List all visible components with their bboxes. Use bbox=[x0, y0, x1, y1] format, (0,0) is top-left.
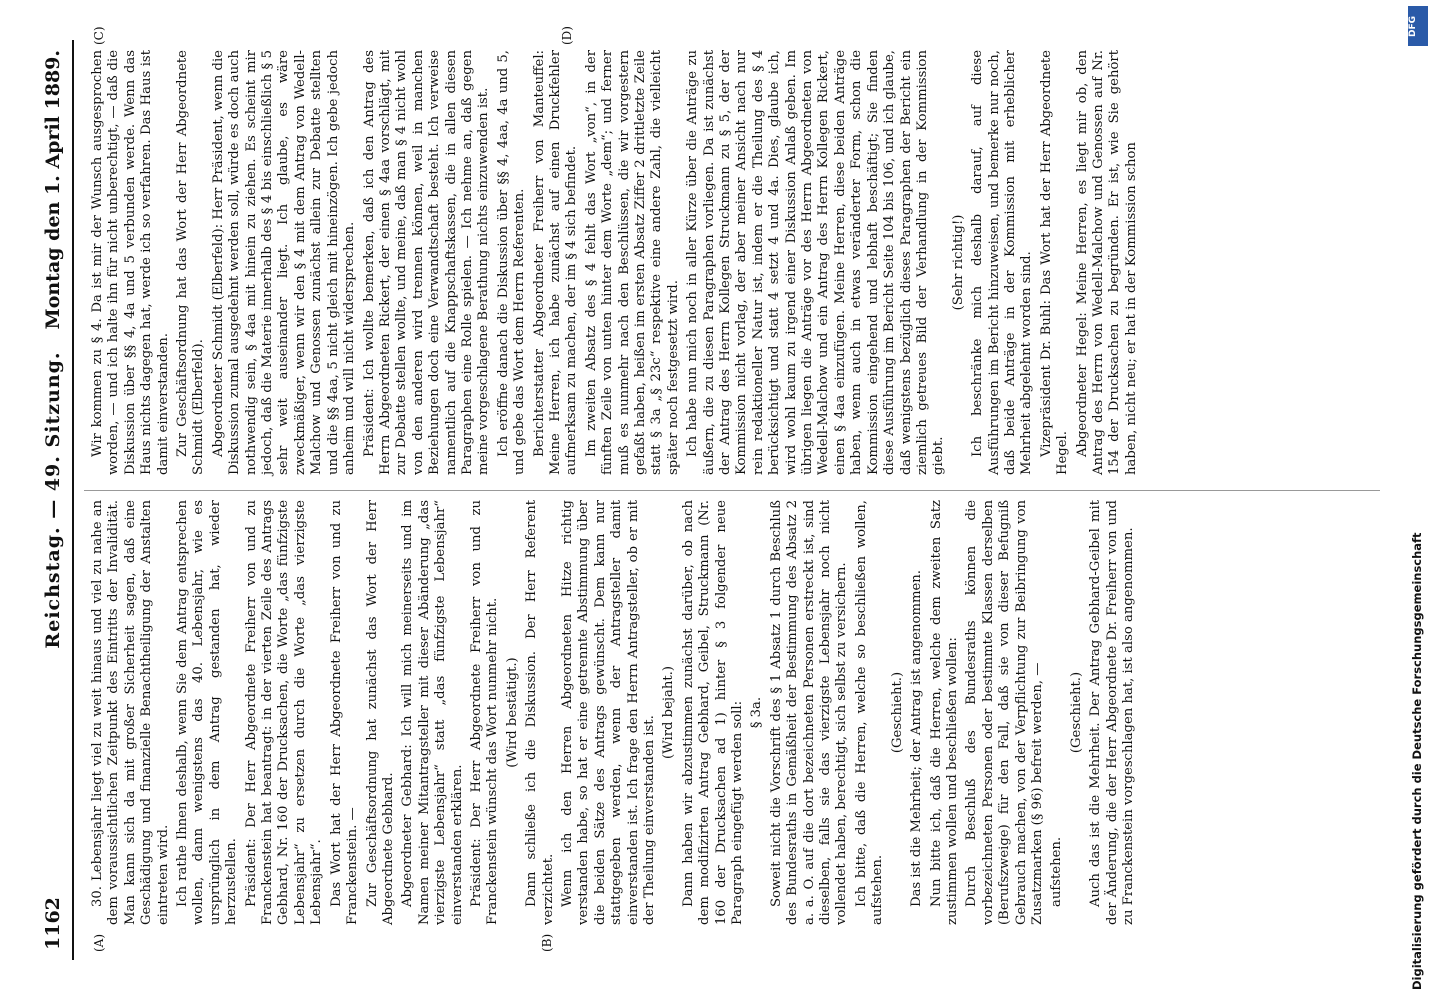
margin-marker-a: (A) bbox=[92, 933, 106, 952]
paragraph: Nun bitte ich, daß die Herren, welche dem zweiten Satz zustimmen wollen und beschließen wollen: bbox=[928, 500, 960, 925]
paragraph: Abgeordneter Hegel: Meine Herren, es liegt mir ob, den Antrag des Herrn von Wedell-Malchow und Genossen auf Nr. 154 der Drucksachen zu begründen. Er ist, wie Sie gehört haben, nicht neu; er hat in der Kommission schon bbox=[1074, 50, 1139, 475]
paragraph: Ich eröffne danach die Diskussion über §§ 4, 4aa, 4a und 5, und gebe das Wort dem Herrn Referenten. bbox=[495, 50, 528, 475]
paragraph: (Wird bejaht.) bbox=[661, 666, 677, 759]
paragraph: Präsident: Der Herr Abgeordnete Freiherr von und zu Franckenstein hat beantragt: in der vierten Zeile des Antrags Gebhard, Nr. 160 der Drucksachen, die Worte „das fünfzigste Lebensjahr“ zu ersetzen durch die Worte „das vierzigste Lebensjahr“. bbox=[243, 500, 325, 925]
dfg-logo: DFG bbox=[1408, 6, 1428, 46]
paragraph: Das Wort hat der Herr Abgeordnete Freiherr von und zu Franckenstein. — bbox=[328, 500, 361, 925]
dfg-credit-text: Digitalisierung gefördert durch die Deutsche Forschungsgemeinschaft bbox=[1410, 532, 1424, 990]
paragraph: (Wird bestätigt.) bbox=[504, 657, 520, 768]
paragraph: Durch Beschluß des Bundesraths können die vorbezeichneten Personen oder bestimmte Klassen derselben (Berufszweige) für den Fall, daß sie von dieser Befugniß Gebrauch machen, von der Verpflichtung zur Beibringung von Zusatzmarken (§ 96) befreit werden, — bbox=[964, 500, 1045, 925]
dfg-credit-strip bbox=[1406, 0, 1428, 1000]
paragraph: Im zweiten Absatz des § 4 fehlt das Wort „von“, in der fünften Zeile von unten hinter dem Worte „dem“; und ferner muß es nunmehr nach den Beschlüssen, die wir vorgestern gefaßt haben, heißen im ersten Absatz Ziffer 2 drittletzte Zeile statt § 3a „§ 23c“ respektive eine andere Zahl, die vielleicht später noch festgesetzt wird. bbox=[583, 50, 681, 475]
paragraph: Wenn ich den Herren Abgeordneten Hitze richtig verstanden habe, so hat er eine getrennte Abstimmung über die beiden Sätze des Antrags gewünscht. Dem kann nur stattgegeben werden, wenn der Antragsteller damit einverstanden ist. Ich frage den Herrn Antragsteller, ob er mit der Theilung einverstanden ist. bbox=[559, 500, 657, 925]
session-title: Reichstag. — 49. Sitzung. bbox=[42, 351, 64, 649]
paragraph: Soweit nicht die Vorschrift des § 1 Absatz 1 durch Beschluß des Bundesraths in Gemäßheit der Bestimmung des Absatz 2 a. a. O. auf die dort bezeichneten Personen erstreckt ist, sind dieselben, falls sie das vierzigste Lebensjahr noch nicht vollendet haben, berechtigt, sich selbst zu versichern. bbox=[768, 500, 850, 925]
paragraph: Ich beschränke mich deshalb darauf, auf diese Ausführungen im Bericht hinzuweisen, und bemerke nur noch, daß beide Anträge in der Kommission mit erheblicher Mehrheit abgelehnt worden sind. bbox=[970, 50, 1035, 475]
paragraph: Berichterstatter Abgeordneter Freiherr von Manteuffel: Meine Herren, ich habe zunächst auf einen Druckfehler aufmerksam zu machen, der im § 4 sich befindet. bbox=[531, 50, 580, 475]
paragraph: Abgeordneter Schmidt (Elberfeld): Herr Präsident, wenn die Diskussion zumal ausgedehnt werden soll, würde es doch auch nothwendig sein, § 4aa mit hinein zu ziehen. Es scheint mir jedoch, daß die Materie innerhalb des § 4 bis einschließlich § 5 sehr weit auseinander liegt. Ich glaube, es wäre zweckmäßiger, wenn wir den § 4 mit dem Antrag von Wedell-Malchow und Genossen zunächst allein zur Debatte stellten und die §§ 4aa, 5 nicht gleich mit hineinzögen. Ich gebe jedoch anheim und will nicht widersprechen. bbox=[210, 50, 358, 475]
paragraph: Präsident: Der Herr Abgeordnete Freiherr von und zu Franckenstein wünscht das Wort nunmehr nicht. bbox=[468, 500, 501, 925]
paragraph: Zur Geschäftsordnung hat zunächst das Wort der Herr Abgeordnete Gebhard. bbox=[364, 500, 396, 925]
session-date: Montag den 1. April 1889. bbox=[42, 50, 64, 330]
paragraph: Präsident: Ich wollte bemerken, daß ich den Antrag des Herrn Abgeordneten Rickert, der einen § 4aa vorschlägt, mit zur Debatte stellen wollte, und meine, daß man § 4 nicht wohl von den anderen wird trennen können, weil in manchen Beziehungen doch eine Verwandtschaft besteht. Ich verweise namentlich auf die Knappschaftskassen, die in allen diesen Paragraphen eine Rolle spielen. — Ich nehme an, daß gegen meine vorgeschlagene Berathung nichts einzuwenden ist. bbox=[361, 50, 492, 475]
page-header bbox=[40, 40, 74, 960]
paragraph: Vizepräsident Dr. Buhl: Das Wort hat der Herr Abgeordnete Hegel. bbox=[1038, 50, 1071, 475]
page-number: 1162 bbox=[42, 897, 64, 950]
paragraph: Zur Geschäftsordnung hat das Wort der Herr Abgeordnete Schmidt (Elberfeld). bbox=[175, 50, 207, 475]
paragraph: 30. Lebensjahr liegt viel zu weit hinaus und viel zu nahe an dem voraussichtlichen Zeitpunkt des Eintritts der Invalidität. Man kann sich da mit großer Sicherheit sagen, daß eine Geschädigung und finanzielle Benachtheiligung der Anstalten eintreten wird. bbox=[90, 500, 171, 925]
paragraph: Abgeordneter Gebhard: Ich will mich meinerseits und im Namen meiner Mitantragsteller mit dieser Abänderung „das vierzigste Lebensjahr“ statt „das fünfzigste Lebensjahr“ einverstanden erklären. bbox=[400, 500, 465, 925]
paragraph: Wir kommen zu § 4. Da ist mir der Wunsch ausgesprochen worden, — und ich halte ihn für nicht unberechtigt, — daß die Diskussion über §§ 4, 4a und 5 verbunden werde. Wenn das Haus nichts dagegen hat, werde ich so verfahren. Das Haus ist damit einverstanden. bbox=[90, 50, 171, 475]
paragraph: aufstehen. bbox=[1049, 836, 1065, 907]
paragraph: Auch das ist die Mehrheit. Der Antrag Gebhard-Geibel mit der Änderung, die der Herr Abgeordnete Dr. Freiherr von und zu Franckenstein vorgeschlagen hat, ist also angenommen. bbox=[1088, 500, 1136, 925]
paragraph: Ich bitte, daß die Herren, welche so beschließen wollen, aufstehen. bbox=[853, 500, 886, 925]
text-column-left bbox=[90, 500, 1140, 925]
paragraph: Dann haben wir abzustimmen zunächst darüber, ob nach dem modifizirten Antrag Gebhard, Geibel, Struckmann (Nr. 160 der Drucksachen ad 1) hinter § 3 folgender neue Paragraph eingefügt werden soll: bbox=[680, 500, 746, 925]
text-column-right bbox=[90, 50, 1143, 475]
paragraph: § 3a. bbox=[749, 696, 765, 729]
margin-marker-d: (D) bbox=[560, 26, 574, 45]
paragraph: Ich habe nun mich noch in aller Kürze über die Anträge zu äußern, die zu diesen Paragraphen vorliegen. Da ist zunächst der Antrag des Herrn Kollegen Struckmann zu § 5, der der Kommission nicht vorlag, der aber meiner Ansicht nach nur rein redaktioneller Natur ist, indem er die Theilung des § 4 berücksichtigt und statt 4 setzt 4 und 4a. Dies, glaube ich, wird wohl kaum zu irgend einer Diskussion Anlaß geben. Im übrigen liegen die Anträge vor des Herrn Abgeordneten von Wedell-Malchow und ein Antrag des Herrn Kollegen Rickert, einen § 4aa einzufügen. Meine Herren, diese beiden Anträge haben, wenn auch in etwas veränderter Form, schon die Kommission eingehend und lebhaft beschäftigt; Sie finden diese Ausführung im Bericht Seite 104 bis 106, und ich glaube, daß wenigstens bezüglich dieses Paragraphen der Bericht ein ziemlich getreues Bild der Verhandlung in der Kommission giebt. bbox=[685, 50, 947, 475]
paragraph: (Geschieht.) bbox=[1068, 671, 1084, 754]
paragraph: Ich rathe Ihnen deshalb, wenn Sie dem Antrag entsprechen wollen, dann wenigstens das 40. Lebensjahr, wie es ursprünglich in dem Antrag gestanden hat, wieder herzustellen. bbox=[175, 500, 240, 925]
paragraph: (Geschieht.) bbox=[889, 671, 905, 754]
paragraph: Dann schließe ich die Diskussion. Der Herr Referent verzichtet. bbox=[524, 500, 556, 925]
margin-marker-c: (C) bbox=[92, 26, 106, 45]
margin-marker-b: (B) bbox=[540, 933, 554, 952]
paragraph: Das ist die Mehrheit; der Antrag ist angenommen. bbox=[909, 570, 925, 907]
paragraph: (Sehr richtig!) bbox=[950, 214, 966, 311]
column-divider bbox=[84, 490, 1380, 491]
header-rule bbox=[72, 40, 74, 960]
